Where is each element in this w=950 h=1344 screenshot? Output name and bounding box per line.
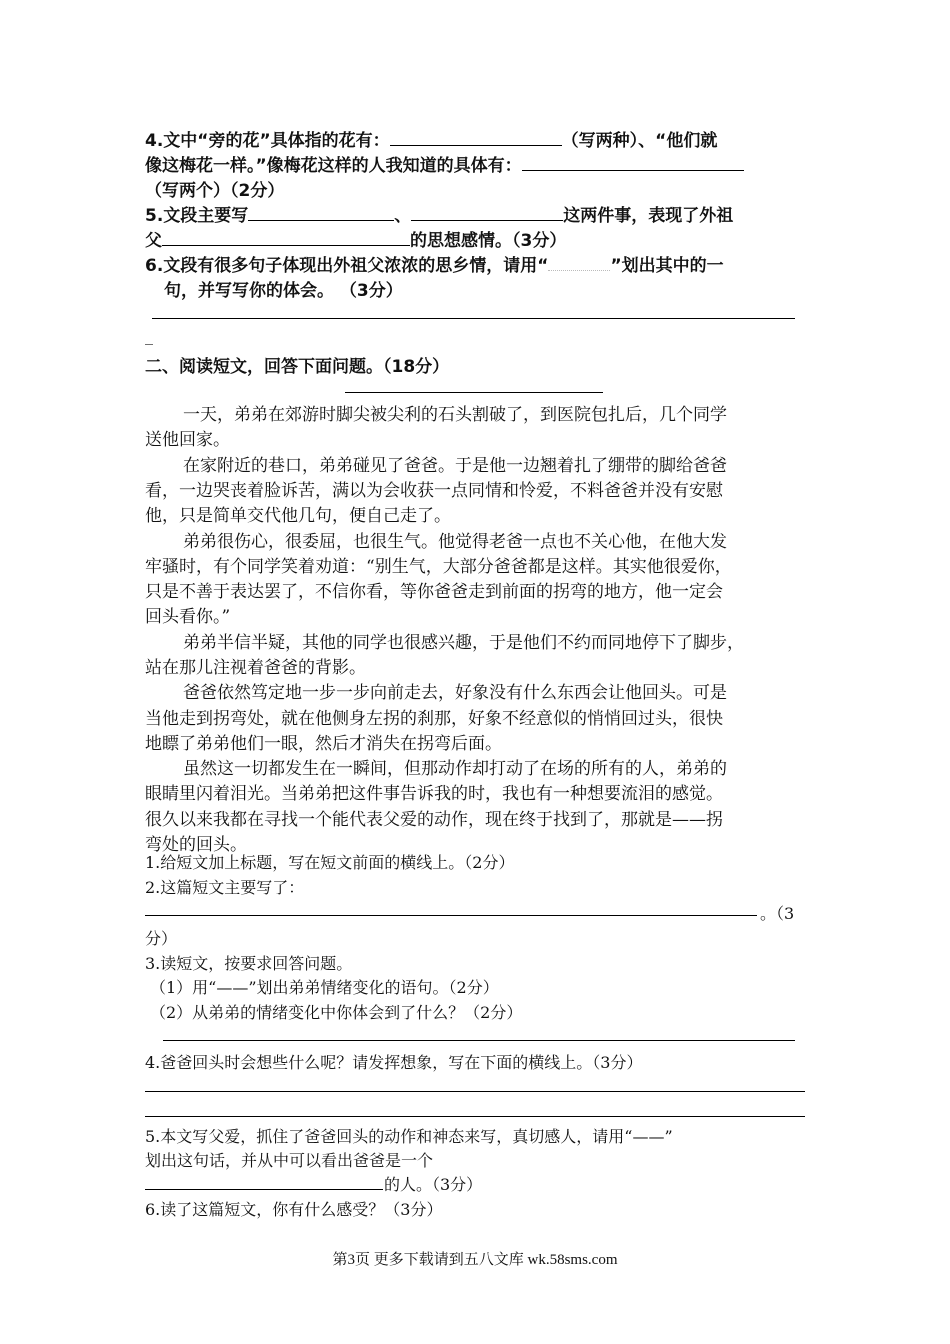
q4-blank-1[interactable]	[390, 129, 562, 146]
title-blank-line[interactable]	[345, 392, 603, 393]
p2-q3-2: （2）从弟弟的情绪变化中你体会到了什么？（2分）	[150, 1003, 523, 1022]
passage-line: 当他走到拐弯处，就在他侧身左拐的刹那，好象不经意似的悄悄回过头，很快	[145, 709, 723, 729]
q5-line2	[145, 226, 566, 251]
q4-text-c: 像这梅花一样。”像梅花这样的人我知道的具体有：	[145, 156, 522, 176]
q6-line2: 句，并写写你的体会。 （3分）	[164, 281, 403, 301]
passage-line: 他，只是简单交代他几句，便自己走了。	[145, 506, 451, 526]
q5-blank-2[interactable]	[411, 204, 563, 221]
q6-answer-line[interactable]	[152, 318, 795, 319]
q4-line3: （写两个）（2分）	[145, 181, 285, 201]
q6-text-a: 6.文段有很多句子体现出外祖父浓浓的思乡情，请用“	[145, 256, 549, 276]
p2-q5-line3: 的人。（3分）	[384, 1175, 483, 1194]
q5-text-c: 这两件事，表现了外祖	[563, 206, 734, 226]
p2-q2: 2.这篇短文主要写了：	[145, 878, 305, 897]
q5-line1	[145, 201, 733, 226]
p2-q2-score: 。（3	[760, 904, 795, 923]
passage-line: 送他回家。	[145, 430, 230, 450]
passage-line: 一天，弟弟在郊游时脚尖被尖利的石头割破了，到医院包扎后，几个同学	[183, 405, 727, 425]
wavy-underline-sample	[548, 256, 610, 271]
q6-text-b: ”划出其中的一	[610, 256, 724, 276]
passage-line: 眼睛里闪着泪光。当弟弟把这件事告诉我的时，我也有一种想要流泪的感觉。	[145, 784, 723, 804]
p2-q2-score-cont: 分）	[145, 929, 178, 948]
section-heading: 二、阅读短文，回答下面问题。（18分）	[145, 357, 450, 377]
p2-q3-answer-line[interactable]	[163, 1040, 795, 1041]
passage-line: 回头看你。”	[145, 607, 231, 627]
q6-line1	[145, 251, 724, 276]
p2-q5-line1: 5.本文写父爱，抓住了爸爸回头的动作和神态来写，真切感人，请用“——”	[145, 1127, 673, 1146]
q5-text-e: 的思想感情。（3分）	[410, 231, 567, 251]
q6-tail: _	[145, 326, 153, 345]
p2-q1: 1.给短文加上标题，写在短文前面的横线上。（2分）	[145, 853, 515, 872]
p2-q5-blank[interactable]	[145, 1189, 383, 1190]
q4-text-b: （写两种）、“他们就	[561, 131, 718, 151]
q5-text-d: 父	[145, 231, 162, 251]
passage-line: 爸爸依然笃定地一步一步向前走去，好象没有什么东西会让他回头。可是	[183, 683, 727, 703]
q4-line1	[145, 126, 717, 151]
q4-line2	[145, 151, 744, 176]
p2-q4-answer-line-1[interactable]	[145, 1091, 805, 1092]
page-footer: 第3页 更多下载请到五八文库 wk.58sms.com	[332, 1252, 618, 1268]
passage-line: 看，一边哭丧着脸诉苦，满以为会收获一点同情和怜爱，不料爸爸并没有安慰	[145, 481, 723, 501]
p2-q3: 3.读短文，按要求回答问题。	[145, 954, 353, 973]
p2-q4: 4.爸爸回头时会想些什么呢？请发挥想象，写在下面的横线上。（3分）	[145, 1053, 643, 1072]
q4-text-a: 4.文中“旁的花”具体指的花有：	[145, 131, 390, 151]
passage-line: 弯处的回头。	[145, 835, 247, 855]
q5-blank-3[interactable]	[162, 229, 410, 246]
passage-line: 很久以来我都在寻找一个能代表父爱的动作，现在终于找到了，那就是——拐	[145, 810, 723, 830]
p2-q2-answer-line[interactable]	[145, 915, 757, 916]
passage-line: 虽然这一切都发生在一瞬间，但那动作却打动了在场的所有的人，弟弟的	[183, 759, 727, 779]
p2-q4-answer-line-2[interactable]	[145, 1116, 805, 1117]
passage-line: 弟弟很伤心，很委屈，也很生气。他觉得老爸一点也不关心他，在他大发	[183, 532, 727, 552]
q5-blank-1[interactable]	[248, 204, 394, 221]
passage-line: 牢骚时，有个同学笑着劝道：“别生气，大部分爸爸都是这样。其实他很爱你，	[145, 557, 732, 577]
q4-blank-2[interactable]	[522, 154, 744, 171]
passage-line: 站在那儿注视着爸爸的背影。	[145, 658, 366, 678]
passage-line: 只是不善于表达罢了，不信你看，等你爸爸走到前面的拐弯的地方，他一定会	[145, 582, 723, 602]
passage-line: 弟弟半信半疑，其他的同学也很感兴趣，于是他们不约而同地停下了脚步，	[183, 633, 744, 653]
p2-q3-1: （1）用“——”划出弟弟情绪变化的语句。（2分）	[150, 978, 499, 997]
passage-line: 地瞟了弟弟他们一眼，然后才消失在拐弯后面。	[145, 734, 502, 754]
p2-q6: 6.读了这篇短文，你有什么感受？（3分）	[145, 1200, 443, 1219]
q5-text-a: 5.文段主要写	[145, 206, 249, 226]
passage-line: 在家附近的巷口，弟弟碰见了爸爸。于是他一边翘着扎了绷带的脚给爸爸	[183, 456, 727, 476]
q5-text-b: 、	[394, 206, 412, 226]
p2-q5-line2: 划出这句话，并从中可以看出爸爸是一个	[145, 1151, 434, 1170]
